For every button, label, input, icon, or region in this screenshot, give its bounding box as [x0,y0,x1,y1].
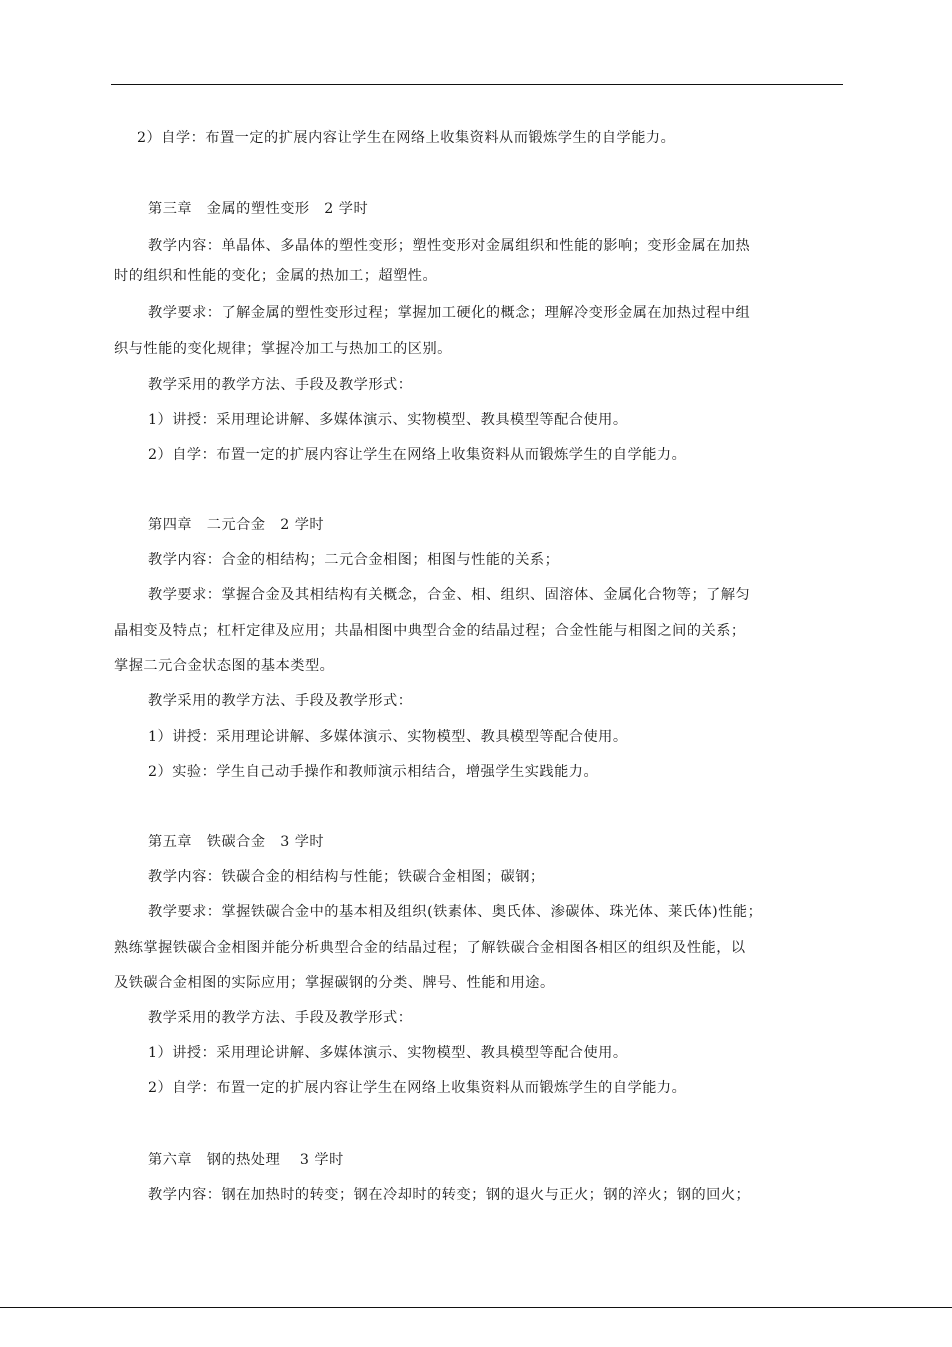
paragraph-line: 教学内容：单晶体、多晶体的塑性变形；塑性变形对金属组织和性能的影响；变形金属在加热 [148,238,751,254]
paragraph-line: 教学采用的教学方法、手段及教学形式： [148,377,413,393]
paragraph-line: 教学采用的教学方法、手段及教学形式： [148,693,413,709]
list-item: 1）讲授：采用理论讲解、多媒体演示、实物模型、教具模型等配合使用。 [148,729,628,745]
chapter-heading: 第三章 金属的塑性变形 2 学时 [148,201,369,217]
list-item: 1）讲授：采用理论讲解、多媒体演示、实物模型、教具模型等配合使用。 [148,1045,628,1061]
paragraph-line: 熟练掌握铁碳合金相图并能分析典型合金的结晶过程；了解铁碳合金相图各相区的组织及性能，以 [114,940,746,956]
chapter-heading: 第五章 铁碳合金 3 学时 [148,834,325,850]
paragraph-line: 教学内容：钢在加热时的转变；钢在冷却时的转变；钢的退火与正火；钢的淬火；钢的回火； [148,1187,751,1203]
paragraph-line: 教学要求：了解金属的塑性变形过程；掌握加工硬化的概念；理解冷变形金属在加热过程中组 [148,305,751,321]
list-item-self-study: 2）自学：布置一定的扩展内容让学生在网络上收集资料从而锻炼学生的自学能力。 [137,130,676,146]
paragraph-line: 及铁碳合金相图的实际应用；掌握碳钢的分类、牌号、性能和用途。 [114,975,555,991]
paragraph-line: 教学要求：掌握铁碳合金中的基本相及组织(铁素体、奥氏体、渗碳体、珠光体、莱氏体)性能； [148,904,763,920]
paragraph-line: 教学内容：合金的相结构；二元合金相图；相图与性能的关系； [148,552,560,568]
paragraph-line: 掌握二元合金状态图的基本类型。 [114,658,335,674]
chapter-heading: 第六章 钢的热处理 3 学时 [148,1152,344,1168]
paragraph-line: 时的组织和性能的变化；金属的热加工；超塑性。 [114,268,438,284]
chapter-heading: 第四章 二元合金 2 学时 [148,517,325,533]
list-item: 2）自学：布置一定的扩展内容让学生在网络上收集资料从而锻炼学生的自学能力。 [148,1080,687,1096]
paragraph-line: 教学采用的教学方法、手段及教学形式： [148,1010,413,1026]
list-item: 2）实验：学生自己动手操作和教师演示相结合，增强学生实践能力。 [148,764,599,780]
list-item: 1）讲授：采用理论讲解、多媒体演示、实物模型、教具模型等配合使用。 [148,412,628,428]
paragraph-line: 教学内容：铁碳合金的相结构与性能；铁碳合金相图；碳钢； [148,869,545,885]
header-rule [111,84,843,85]
paragraph-line: 织与性能的变化规律；掌握冷加工与热加工的区别。 [114,341,452,357]
paragraph-line: 教学要求：掌握合金及其相结构有关概念，合金、相、组织、固溶体、金属化合物等；了解匀 [148,587,751,603]
paragraph-line: 晶相变及特点；杠杆定律及应用；共晶相图中典型合金的结晶过程；合金性能与相图之间的关系； [114,623,746,639]
list-item: 2）自学：布置一定的扩展内容让学生在网络上收集资料从而锻炼学生的自学能力。 [148,447,687,463]
footer-rule [0,1307,952,1308]
